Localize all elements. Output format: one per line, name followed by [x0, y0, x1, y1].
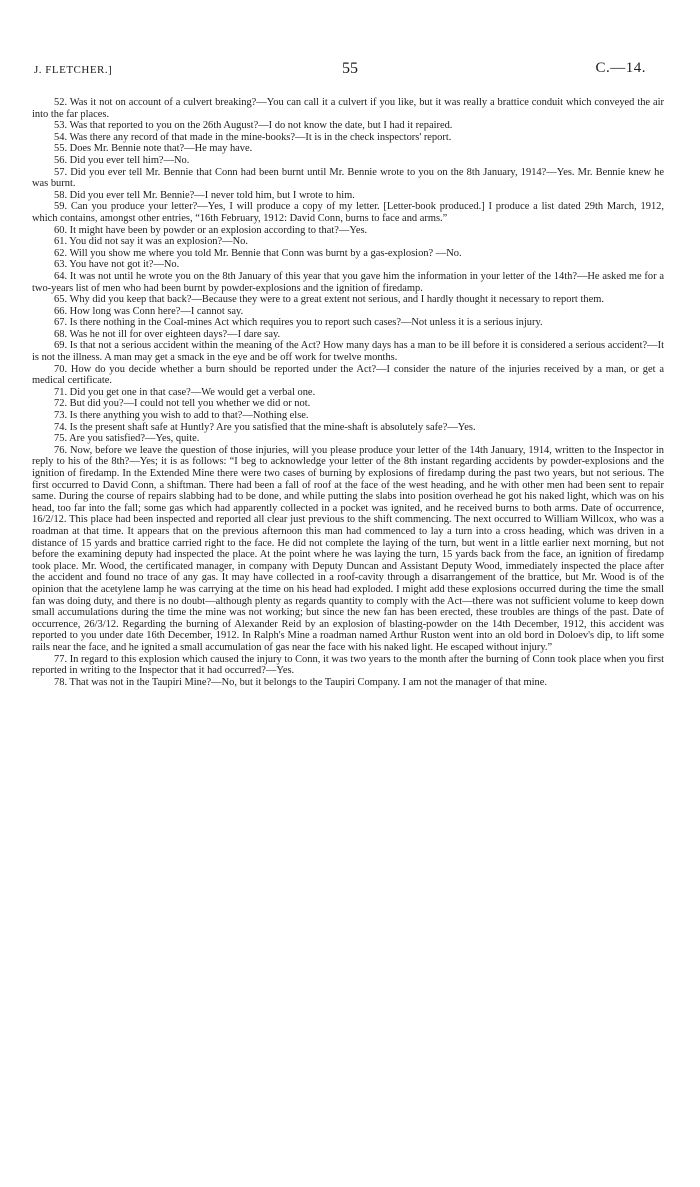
- question-76: 76. Now, before we leave the question of those injuries, will you please produce your letter of the 14th January, 1914, written to the Inspector in reply to his of the 8th?—Yes; it is as follows: “I beg to acknowledge your letter of the 8th instant regarding accidents by powder-explosions and the ignition of firedamp. In the Extended Mine there were two cases of burning by explosions of firedamp during the past two years, but not serious. The first occurred to David Conn, a shiftman. There had been a fall of roof at the face of the west heading, and he with other men had been sent to repair same. During the course of repairs slabbing had to be done, and while putting the slabs into position overhead he got his naked light, which was on his head, too far into the fall; some gas which had apparently collected in a pocket was ignited, and he received burns to both arms. Date of occurrence, 16/2/12. This place had been inspected and reported all clear just previous to the shift commencing. The next occurred to William Willcox, who was a roadman at that time. It appears that on the previous afternoon this man had commenced to lay a turn into a cross heading, which was driven in a distance of 15 yards and brattice carried right to the face. He did not complete the laying of the turn, but went in a little earlier next morning, but not before the examining deputy had inspected the place. At the point where he was laying the turn, 15 yards back from the face, an ignition of firedamp took place. Mr. Wood, the certificated manager, in company with Deputy Duncan and Assistant Deputy Wood, immediately inspected the place after the accident and found no trace of any gas. It may have collected in a roof-cavity through a disarrangement of the brattice, but Mr. Wood is of the opinion that the acetylene lamp he was carrying at the time on his head had exploded. I might add these explosions occurred during the time the small fan was doing duty, and there is no doubt—although plenty as regards quantity to comply with the Act—there was not sufficient volume to keep down small accumulations during the time the mine was not working; but since the new fan has been erected, these troubles are things of the past. Date of occurrence, 26/3/12. Regarding the burning of Alexander Reid by an explosion of blasting-powder on the 14th December, 1912, this accident was reported to you under date 16th December, 1912. In Ralph's Mine a roadman named Arthur Ruston went into an old bord in Doloev's dip, to lift some rails near the face, and he ignited a small accumulation of gas near the face with his naked light. He escaped without injury.”: [32, 444, 664, 653]
- witness-name: J. FLETCHER.]: [34, 64, 113, 76]
- page-header: [34, 60, 666, 82]
- question-57: 57. Did you ever tell Mr. Bennie that Conn had been burnt until Mr. Bennie wrote to you on the 8th January, 1914?—Yes. Mr. Bennie knew he was burnt.: [32, 166, 664, 190]
- question-53: 53. Was that reported to you on the 26th August?—I do not know the date, but I had it repaired.: [54, 120, 453, 132]
- question-77: 77. In regard to this explosion which caused the injury to Conn, it was two years to the month after the burning of Conn took place when you first reported in writing to the Inspector that it had occurred?—Yes.: [32, 653, 664, 677]
- question-52: 52. Was it not on account of a culvert breaking?—You can call it a culvert if you like, but it was really a brattice conduit which conveyed the air into the far places.: [32, 97, 664, 120]
- question-60: 60. It might have been by powder or an explosion according to that?—Yes.: [54, 224, 368, 236]
- page-number: 55: [342, 60, 358, 77]
- question-54: 54. Was there any record of that made in the mine-books?—It is in the check inspectors' report.: [54, 131, 452, 143]
- question-75: 75. Are you satisfied?—Yes, quite.: [54, 433, 200, 445]
- question-59: 59. Can you produce your letter?—Yes, I will produce a copy of my letter. [Letter-book produced.] I produce a list dated 29th March, 1912, which contains, amongst other entries, “16th February, 1912: David Conn, burns to face and arms.”: [32, 201, 664, 224]
- document-reference: C.—14.: [595, 60, 646, 76]
- question-72: 72. But did you?—I could not tell you whether we did or not.: [54, 398, 311, 410]
- testimony-body: [32, 97, 664, 688]
- question-66: 66. How long was Conn here?—I cannot say.: [54, 305, 244, 317]
- question-65: 65. Why did you keep that back?—Because they were to a great extent not serious, and I hardly thought it necessary to report them.: [54, 294, 604, 306]
- question-64: 64. It was not until he wrote you on the 8th January of this year that you gave him the information in your letter of the 14th?—He asked me for a two-years list of men who had been burnt by powder-explosions and the ignition of firedamp.: [32, 270, 664, 294]
- question-55: 55. Does Mr. Bennie note that?—He may have.: [54, 143, 253, 155]
- question-73: 73. Is there anything you wish to add to that?—Nothing else.: [54, 410, 309, 422]
- question-71: 71. Did you get one in that case?—We would get a verbal one.: [54, 386, 316, 398]
- question-78: 78. That was not in the Taupiri Mine?—No, but it belongs to the Taupiri Company. I am not the manager of that mine.: [54, 676, 547, 688]
- question-74: 74. Is the present shaft safe at Huntly? Are you satisfied that the mine-shaft is absolutely safe?—Yes.: [54, 421, 476, 433]
- question-56: 56. Did you ever tell him?—No.: [54, 154, 190, 166]
- question-62: 62. Will you show me where you told Mr. Bennie that Conn was burnt by a gas-explosion? —No.: [54, 247, 462, 259]
- question-70: 70. How do you decide whether a burn should be reported under the Act?—I consider the nature of the injuries received by a man, or get a medical certificate.: [32, 363, 664, 387]
- question-61: 61. You did not say it was an explosion?—No.: [54, 236, 248, 248]
- question-68: 68. Was he not ill for over eighteen days?—I dare say.: [54, 328, 281, 340]
- question-63: 63. You have not got it?—No.: [54, 259, 180, 271]
- question-67: 67. Is there nothing in the Coal-mines Act which requires you to report such cases?—Not unless it is a serious injury.: [54, 317, 543, 329]
- question-58: 58. Did you ever tell Mr. Bennie?—I never told him, but I wrote to him.: [54, 189, 355, 201]
- question-69: 69. Is that not a serious accident within the meaning of the Act? How many days has a man to be ill before it is considered a serious accident?—It is not the illness. A man may get a smack in the eye and be off work for twelve months.: [32, 340, 664, 364]
